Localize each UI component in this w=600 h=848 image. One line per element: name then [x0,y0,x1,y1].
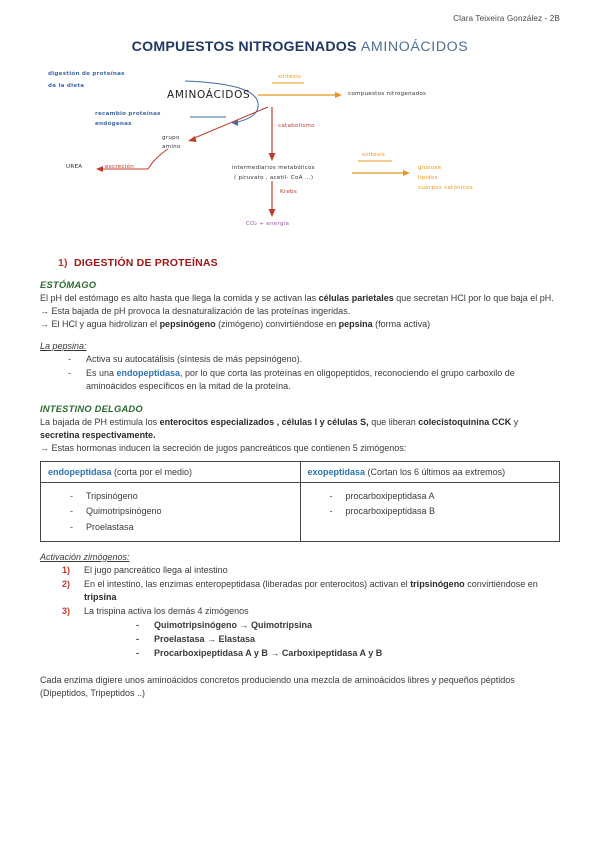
text-frag: → El HCl y agua hidrolizan el [40,319,160,330]
subheading-la-pepsina: La pepsina: [40,341,87,352]
label-compuestos-nitrogenados: compuestos nitrogenados [348,91,427,97]
list-item: - Quimotripsinógeno [70,505,293,518]
text-frag: En el intestino, las enzimas enteropeptidasa (liberadas por enterocitos) activan el [84,578,411,589]
paragraph-estomago-2: → Esta bajada de pH provoca la desnaturalización de las proteínas ingeridas. [40,306,351,317]
subheading-intestino-delgado: INTESTINO DELGADO [40,403,143,415]
concept-map-strokes [40,61,560,241]
label-intermediarios-metabolicos: intermediarios metabólicos [232,165,315,171]
label-co2-energia: CO₂ + energía [246,221,290,227]
text-frag: La trispina activa los demás 4 zimógenos [84,605,249,616]
table-cell-exopeptidasa-list [300,483,560,541]
label-digestion-dieta: de la dieta [48,83,85,89]
label-recambio-endogenas: endógenas [95,121,132,127]
section-number-1: 1) [58,257,68,269]
page-title-main: COMPUESTOS NITROGENADOS [131,39,357,55]
table-cell-head-exopeptidasa [300,462,560,483]
text-bold-tripsina: tripsina [84,591,117,602]
text-bold-pepsina: pepsina [338,319,373,330]
concept-map-diagram [40,61,560,241]
label-urea: UREA [66,164,83,170]
table-cell-endopeptidasa-list [41,483,301,541]
text-highlight-endopeptidasa: endopeptidasa [116,368,181,379]
table-row [41,483,560,541]
table-head-rest: (Cortan los 6 últimos aa extremos) [365,467,506,478]
subheading-activacion-zimogenos: Activación zimógenos: [40,551,130,562]
author-line: Clara Teixeira González - 2B [453,14,560,23]
label-glucosa: glucosa [418,165,442,171]
text-bold-enterocitos: enterocitos especializados , células I y células S, [159,417,369,428]
paragraph-estomago-3 [40,318,560,331]
label-sintesis-right: síntesis [362,152,386,158]
label-digestion-proteinas: digestión de proteínas [48,71,125,77]
text-frag: que liberan [368,417,419,428]
list-item [62,578,560,604]
text-frag: (zimógeno) convirtiéndose en [215,319,339,330]
label-lipidos: lípidos [418,175,438,181]
label-aminoacidos-center: AMINOÁCIDOS [167,89,251,101]
section-title-1: DIGESTIÓN DE PROTEÍNAS [74,257,218,269]
table-head-rest: (corta por el medio) [111,467,193,478]
list-item [68,367,560,393]
paragraph-estomago-1 [40,292,560,305]
zimogenos-table [40,461,560,541]
paragraph-closing: Cada enzima digiere unos aminoácidos concretos produciendo una mezcla de aminoácidos libres y pequeños péptidos (Dipeptidos, Tripeptidos ..) [40,674,515,698]
label-grupo: grupo [162,135,180,141]
text-bold-cck: colecistoquinina CCK [418,417,512,428]
list-endopeptidasas [48,490,293,533]
list-item: - Proelastasa → Elastasa [136,633,560,646]
text-frag: La bajada de PH estimula los [40,417,160,428]
text-frag: y [511,417,519,428]
list-item: - procarboxipeptidasa B [330,505,553,518]
list-item: - Proelastasa [70,521,293,534]
label-sintesis-top: síntesis [278,74,302,80]
page-title-sub: AMINOÁCIDOS [360,39,469,55]
label-recambio-proteinas: recambio proteínas [95,111,161,117]
text-frag: (forma activa) [372,319,431,330]
label-cuerpos-cetonicos: cuerpos cetónicos [418,185,473,191]
text-frag: Activa su autocatálisis (síntesis de más pepsinógeno). [86,354,303,365]
text-frag: que secretan HCl por lo que baja el pH. [393,293,554,303]
text-bold-tripsinogeno: tripsinógeno [410,578,465,589]
subheading-estomago: ESTÓMAGO [40,279,97,290]
paragraph-intestino-2: → Estas hormonas inducen la secreción de jugos pancreáticos que contienen 5 zimógenos: [40,443,407,454]
page-title [40,39,560,55]
list-item [62,605,560,660]
text-bold-pepsinogeno: pepsinógeno [159,319,216,330]
list-item [68,353,560,366]
text-frag: convirtiéndose en [464,578,538,589]
paragraph-intestino-1 [40,416,560,442]
table-cell-head-endopeptidasa [41,462,301,483]
text-frag: El pH del estómago es alto hasta que llega la comida y se activan las [40,293,319,303]
table-head-hl: exopeptidasa [307,467,366,478]
section-heading-1 [40,257,560,269]
list-item: El jugo pancreático llega al intestino [84,564,228,575]
label-catabolismo: catabolismo [278,123,315,129]
list-item: - Tripsinógeno [70,490,293,503]
list-activacion-sub [84,619,560,660]
list-exopeptidasas [308,490,553,518]
table-row-header [41,462,560,483]
list-item: - Procarboxipeptidasa A y B → Carboxipeptidasa A y B [136,647,560,660]
text-frag: , por lo que corta las proteínas en oligopeptidos, reconociendo el grupo carboxilo de aminoácidos específicos en la mitad de la proteína. [86,368,515,392]
table-head-hl: endopeptidasa [48,467,112,478]
list-item: - Quimotripsinógeno → Quimotripsina [136,619,560,632]
label-krebs: Krebs [280,189,298,195]
list-pepsina [40,353,560,393]
label-amino: amino [162,144,181,150]
text-bold-secretina: secretina respectivamente. [40,430,156,441]
text-frag: Es una [86,368,117,379]
text-bold-celulas-parietales: células parietales [318,293,394,303]
label-excrecion: excreción [105,164,135,170]
list-item: - procarboxipeptidasa A [330,490,553,503]
list-activacion [40,564,560,660]
label-intermediarios-ejemplos: ( piruvato , acetil- CoA ...) [234,175,314,181]
